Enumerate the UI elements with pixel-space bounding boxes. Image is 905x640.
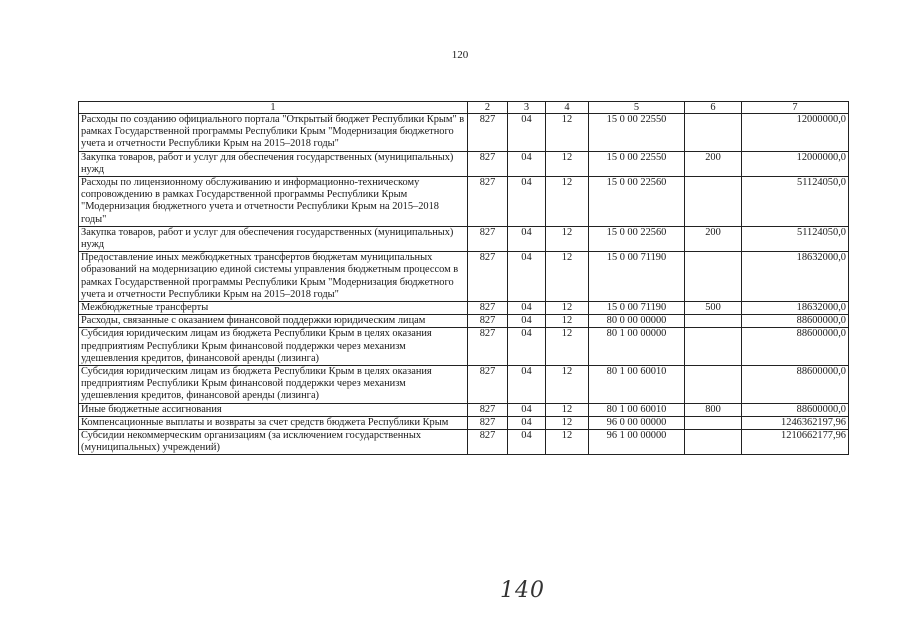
- subsection-code-cell: 12: [546, 366, 589, 404]
- ministry-code-cell: 827: [468, 151, 508, 176]
- target-article-cell: 80 1 00 00000: [589, 328, 685, 366]
- row-name-cell: Предоставление иных межбюджетных трансфертов бюджетам муниципальных образований на модернизацию единой системы управления бюджетным процессом в рамках Государственной программы Республики Крым "Модернизация бюджетного учета и отчетности Республики Крым на 2015–2018 годы": [79, 252, 468, 302]
- column-header: 5: [589, 102, 685, 114]
- ministry-code-cell: 827: [468, 114, 508, 152]
- subsection-code-cell: 12: [546, 328, 589, 366]
- row-name-cell: Закупка товаров, работ и услуг для обеспечения государственных (муниципальных) нужд: [79, 226, 468, 251]
- target-article-cell: 96 1 00 00000: [589, 430, 685, 455]
- ministry-code-cell: 827: [468, 328, 508, 366]
- section-code-cell: 04: [508, 328, 546, 366]
- table-row: [79, 403, 849, 416]
- amount-cell: 18632000,0: [742, 302, 849, 315]
- budget-table: [78, 101, 849, 455]
- target-article-cell: 15 0 00 22560: [589, 226, 685, 251]
- table-body: [79, 114, 849, 455]
- amount-cell: 12000000,0: [742, 151, 849, 176]
- amount-cell: 88600000,0: [742, 328, 849, 366]
- subsection-code-cell: 12: [546, 151, 589, 176]
- section-code-cell: 04: [508, 114, 546, 152]
- column-header: 6: [685, 102, 742, 114]
- table-row: [79, 302, 849, 315]
- target-article-cell: 80 1 00 60010: [589, 366, 685, 404]
- expense-type-cell: [685, 416, 742, 429]
- section-code-cell: 04: [508, 315, 546, 328]
- target-article-cell: 15 0 00 71190: [589, 302, 685, 315]
- expense-type-cell: [685, 366, 742, 404]
- subsection-code-cell: 12: [546, 315, 589, 328]
- subsection-code-cell: 12: [546, 252, 589, 302]
- row-name-cell: Иные бюджетные ассигнования: [79, 403, 468, 416]
- amount-cell: 1246362197,96: [742, 416, 849, 429]
- table-row: [79, 366, 849, 404]
- ministry-code-cell: 827: [468, 366, 508, 404]
- amount-cell: 1210662177,96: [742, 430, 849, 455]
- table-row: [79, 226, 849, 251]
- amount-cell: 88600000,0: [742, 366, 849, 404]
- row-name-cell: Расходы по созданию официального портала "Открытый бюджет Республики Крым" в рамках Государственной программы Республики Крым "Модернизация бюджетного учета и отчетности Республики Крым на 2015–2018 годы": [79, 114, 468, 152]
- row-name-cell: Межбюджетные трансферты: [79, 302, 468, 315]
- amount-cell: 88600000,0: [742, 403, 849, 416]
- amount-cell: 18632000,0: [742, 252, 849, 302]
- table-row: [79, 416, 849, 429]
- section-code-cell: 04: [508, 430, 546, 455]
- column-header: 1: [79, 102, 468, 114]
- subsection-code-cell: 12: [546, 114, 589, 152]
- subsection-code-cell: 12: [546, 302, 589, 315]
- target-article-cell: 80 1 00 60010: [589, 403, 685, 416]
- table-row: [79, 114, 849, 152]
- section-code-cell: 04: [508, 403, 546, 416]
- target-article-cell: 96 0 00 00000: [589, 416, 685, 429]
- expense-type-cell: [685, 315, 742, 328]
- column-header: 2: [468, 102, 508, 114]
- ministry-code-cell: 827: [468, 177, 508, 227]
- subsection-code-cell: 12: [546, 177, 589, 227]
- subsection-code-cell: 12: [546, 430, 589, 455]
- section-code-cell: 04: [508, 366, 546, 404]
- expense-type-cell: [685, 177, 742, 227]
- subsection-code-cell: 12: [546, 226, 589, 251]
- table-row: [79, 252, 849, 302]
- ministry-code-cell: 827: [468, 226, 508, 251]
- amount-cell: 51124050,0: [742, 226, 849, 251]
- table-row: [79, 151, 849, 176]
- expense-type-cell: 500: [685, 302, 742, 315]
- handwritten-page-number: 140: [500, 578, 545, 603]
- table-row: [79, 430, 849, 455]
- amount-cell: 51124050,0: [742, 177, 849, 227]
- section-code-cell: 04: [508, 416, 546, 429]
- expense-type-cell: 200: [685, 151, 742, 176]
- target-article-cell: 15 0 00 22550: [589, 151, 685, 176]
- expense-type-cell: [685, 252, 742, 302]
- row-name-cell: Субсидии некоммерческим организациям (за исключением государственных (муниципальных) учреждений): [79, 430, 468, 455]
- section-code-cell: 04: [508, 252, 546, 302]
- ministry-code-cell: 827: [468, 252, 508, 302]
- section-code-cell: 04: [508, 226, 546, 251]
- target-article-cell: 15 0 00 71190: [589, 252, 685, 302]
- table-header-row: [79, 102, 849, 114]
- ministry-code-cell: 827: [468, 416, 508, 429]
- column-header: 4: [546, 102, 589, 114]
- ministry-code-cell: 827: [468, 430, 508, 455]
- section-code-cell: 04: [508, 302, 546, 315]
- target-article-cell: 15 0 00 22550: [589, 114, 685, 152]
- page-number: 120: [451, 49, 469, 61]
- target-article-cell: 15 0 00 22560: [589, 177, 685, 227]
- table-row: [79, 328, 849, 366]
- ministry-code-cell: 827: [468, 315, 508, 328]
- row-name-cell: Закупка товаров, работ и услуг для обеспечения государственных (муниципальных) нужд: [79, 151, 468, 176]
- section-code-cell: 04: [508, 151, 546, 176]
- subsection-code-cell: 12: [546, 403, 589, 416]
- section-code-cell: 04: [508, 177, 546, 227]
- amount-cell: 88600000,0: [742, 315, 849, 328]
- column-header: 3: [508, 102, 546, 114]
- expense-type-cell: [685, 430, 742, 455]
- expense-type-cell: [685, 328, 742, 366]
- expense-type-cell: 800: [685, 403, 742, 416]
- table-row: [79, 177, 849, 227]
- row-name-cell: Расходы по лицензионному обслуживанию и информационно-техническому сопровождению в рамках Государственной программы Республики Крым "Модернизация бюджетного учета и отчетности Республики Крым на 2015–2018 годы": [79, 177, 468, 227]
- subsection-code-cell: 12: [546, 416, 589, 429]
- target-article-cell: 80 0 00 00000: [589, 315, 685, 328]
- ministry-code-cell: 827: [468, 403, 508, 416]
- row-name-cell: Субсидия юридическим лицам из бюджета Республики Крым в целях оказания предприятиям Республики Крым финансовой поддержки через механизм удешевления кредитов, финансовой аренды (лизинга): [79, 366, 468, 404]
- row-name-cell: Компенсационные выплаты и возвраты за счет средств бюджета Республики Крым: [79, 416, 468, 429]
- amount-cell: 12000000,0: [742, 114, 849, 152]
- table-row: [79, 315, 849, 328]
- ministry-code-cell: 827: [468, 302, 508, 315]
- expense-type-cell: 200: [685, 226, 742, 251]
- row-name-cell: Субсидия юридическим лицам из бюджета Республики Крым в целях оказания предприятиям Республики Крым финансовой поддержки через механизм удешевления кредитов, финансовой аренды (лизинга): [79, 328, 468, 366]
- expense-type-cell: [685, 114, 742, 152]
- column-header: 7: [742, 102, 849, 114]
- row-name-cell: Расходы, связанные с оказанием финансовой поддержки юридическим лицам: [79, 315, 468, 328]
